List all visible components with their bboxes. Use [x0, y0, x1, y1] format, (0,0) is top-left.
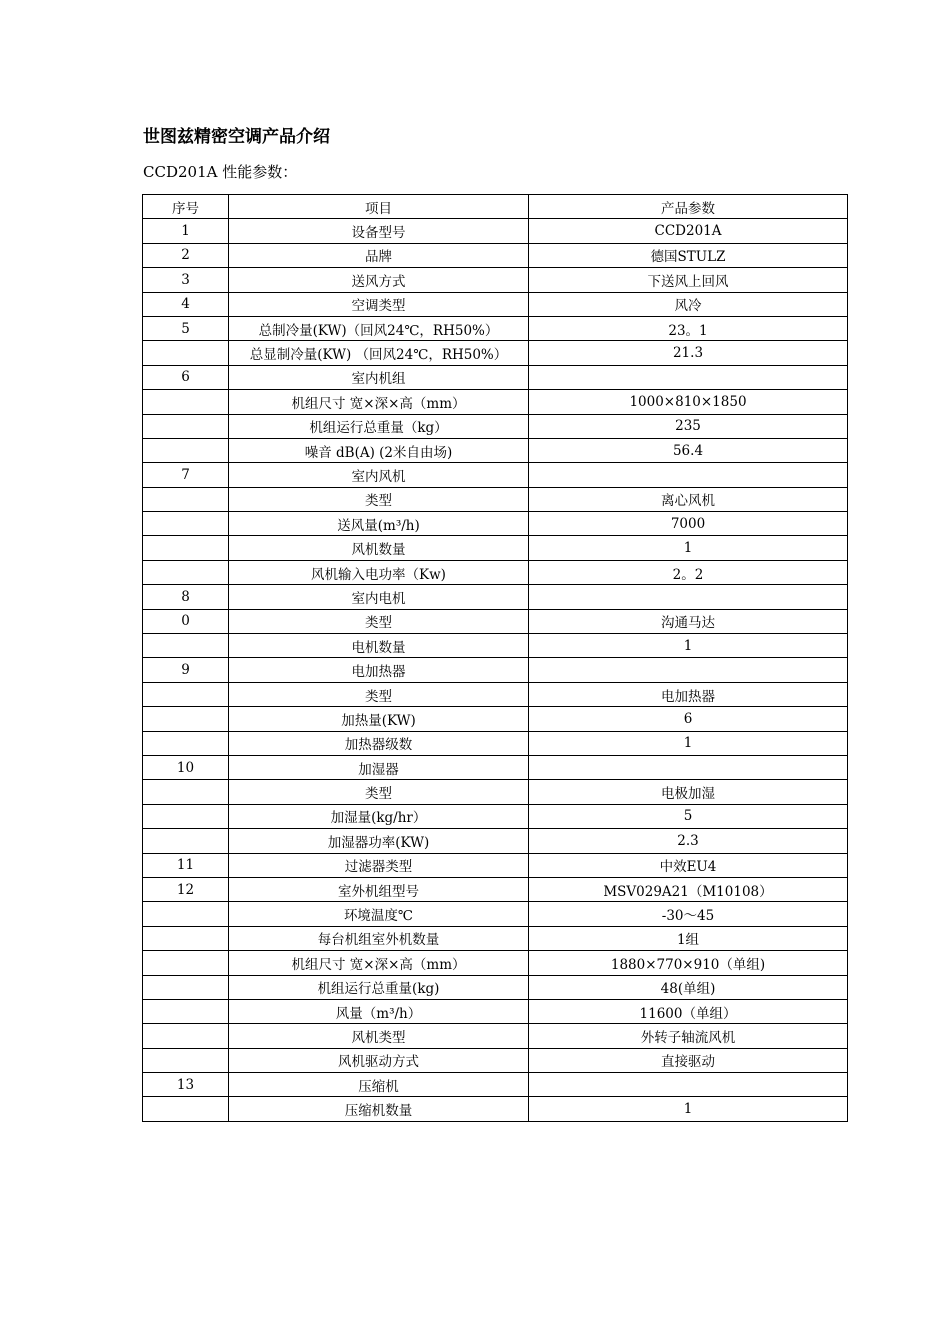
cell-param: 1	[529, 634, 848, 658]
cell-no	[143, 414, 229, 438]
document-title: 世图兹精密空调产品介绍	[143, 127, 330, 147]
cell-no	[143, 560, 229, 584]
cell-no: 6	[143, 365, 229, 389]
cell-no: 4	[143, 292, 229, 316]
cell-item: 电加热器	[229, 658, 529, 682]
cell-param: 电加热器	[529, 682, 848, 706]
cell-param: 1	[529, 536, 848, 560]
table-row	[143, 1048, 848, 1072]
cell-item: 机组尺寸 宽×深×高（mm）	[229, 390, 529, 414]
cell-param	[529, 755, 848, 779]
cell-param: 56.4	[529, 438, 848, 462]
cell-no	[143, 707, 229, 731]
cell-param: 7000	[529, 512, 848, 536]
cell-param	[529, 463, 848, 487]
cell-item: 风机驱动方式	[229, 1048, 529, 1072]
cell-param: 48(单组)	[529, 975, 848, 999]
table-row	[143, 877, 848, 901]
cell-param: 下送风上回风	[529, 268, 848, 292]
cell-no: 5	[143, 316, 229, 340]
cell-item: 每台机组室外机数量	[229, 926, 529, 950]
cell-no	[143, 731, 229, 755]
table-row	[143, 755, 848, 779]
table-row	[143, 1097, 848, 1121]
cell-item: 机组尺寸 宽×深×高（mm）	[229, 951, 529, 975]
cell-param	[529, 1073, 848, 1097]
table-row	[143, 951, 848, 975]
cell-param: 2。2	[529, 560, 848, 584]
cell-no	[143, 536, 229, 560]
table-body	[143, 219, 848, 1121]
cell-param: 1组	[529, 926, 848, 950]
cell-no: 2	[143, 243, 229, 267]
cell-item: 室内风机	[229, 463, 529, 487]
document-subtitle: CCD201A 性能参数：	[143, 163, 298, 181]
cell-param: -30～45	[529, 902, 848, 926]
cell-no	[143, 341, 229, 365]
table-row	[143, 999, 848, 1023]
table-row	[143, 585, 848, 609]
cell-item: 风机输入电功率（Kw)	[229, 560, 529, 584]
cell-param: 1000×810×1850	[529, 390, 848, 414]
table-row	[143, 219, 848, 243]
cell-no: 12	[143, 877, 229, 901]
cell-item: 加热器级数	[229, 731, 529, 755]
cell-item: 空调类型	[229, 292, 529, 316]
table-row	[143, 414, 848, 438]
table-row	[143, 268, 848, 292]
cell-param: 沟通马达	[529, 609, 848, 633]
cell-item: 总制冷量(KW)（回风24℃，RH50%）	[229, 316, 529, 340]
cell-item: 总显制冷量(KW) （回风24℃，RH50%）	[229, 341, 529, 365]
cell-item: 风量（m³/h）	[229, 999, 529, 1023]
cell-no: 0	[143, 609, 229, 633]
table-row	[143, 658, 848, 682]
cell-param: 德国STULZ	[529, 243, 848, 267]
cell-item: 机组运行总重量(kg)	[229, 975, 529, 999]
cell-no	[143, 804, 229, 828]
cell-item: 噪音 dB(A) (2米自由场)	[229, 438, 529, 462]
table-row	[143, 926, 848, 950]
cell-param: 5	[529, 804, 848, 828]
cell-param: 直接驱动	[529, 1048, 848, 1072]
cell-param	[529, 365, 848, 389]
table-row	[143, 1073, 848, 1097]
table-row	[143, 682, 848, 706]
table-row	[143, 487, 848, 511]
table-row	[143, 1024, 848, 1048]
cell-item: 送风方式	[229, 268, 529, 292]
cell-no	[143, 999, 229, 1023]
cell-no	[143, 975, 229, 999]
table-row	[143, 463, 848, 487]
cell-no	[143, 780, 229, 804]
cell-item: 压缩机	[229, 1073, 529, 1097]
table-row	[143, 560, 848, 584]
cell-item: 风机类型	[229, 1024, 529, 1048]
table-header-row	[143, 195, 848, 219]
table-row	[143, 512, 848, 536]
cell-item: 环境温度℃	[229, 902, 529, 926]
header-item: 项目	[229, 195, 529, 219]
cell-no: 11	[143, 853, 229, 877]
cell-item: 压缩机数量	[229, 1097, 529, 1121]
cell-param: 风冷	[529, 292, 848, 316]
table-row	[143, 731, 848, 755]
cell-item: 室内机组	[229, 365, 529, 389]
cell-item: 过滤器类型	[229, 853, 529, 877]
cell-param: 中效EU4	[529, 853, 848, 877]
cell-no	[143, 951, 229, 975]
cell-no: 10	[143, 755, 229, 779]
cell-param: 1880×770×910（单组)	[529, 951, 848, 975]
table-row	[143, 804, 848, 828]
cell-item: 室内电机	[229, 585, 529, 609]
table-row	[143, 316, 848, 340]
cell-no	[143, 390, 229, 414]
table-row	[143, 975, 848, 999]
cell-item: 类型	[229, 609, 529, 633]
cell-no: 8	[143, 585, 229, 609]
cell-item: 加湿量(kg/hr）	[229, 804, 529, 828]
cell-no	[143, 634, 229, 658]
cell-no: 1	[143, 219, 229, 243]
cell-param: 235	[529, 414, 848, 438]
table-row	[143, 292, 848, 316]
table-row	[143, 707, 848, 731]
cell-no	[143, 1048, 229, 1072]
cell-param: 6	[529, 707, 848, 731]
table-row	[143, 243, 848, 267]
cell-no	[143, 829, 229, 853]
table-row	[143, 341, 848, 365]
cell-no: 7	[143, 463, 229, 487]
table-row	[143, 634, 848, 658]
cell-no: 3	[143, 268, 229, 292]
cell-item: 加热量(KW)	[229, 707, 529, 731]
cell-no	[143, 682, 229, 706]
cell-no	[143, 926, 229, 950]
table-row	[143, 902, 848, 926]
cell-param: 离心风机	[529, 487, 848, 511]
table-row	[143, 829, 848, 853]
header-param: 产品参数	[529, 195, 848, 219]
cell-no	[143, 438, 229, 462]
cell-no	[143, 487, 229, 511]
cell-item: 送风量(m³/h)	[229, 512, 529, 536]
cell-param	[529, 585, 848, 609]
table-row	[143, 609, 848, 633]
cell-param: 23。1	[529, 316, 848, 340]
cell-no	[143, 902, 229, 926]
cell-param: 外转子轴流风机	[529, 1024, 848, 1048]
table-row	[143, 390, 848, 414]
cell-no	[143, 512, 229, 536]
header-no: 序号	[143, 195, 229, 219]
cell-param: 2.3	[529, 829, 848, 853]
cell-item: 风机数量	[229, 536, 529, 560]
cell-no	[143, 1097, 229, 1121]
cell-param: MSV029A21（M10108）	[529, 877, 848, 901]
cell-item: 品牌	[229, 243, 529, 267]
cell-no	[143, 1024, 229, 1048]
cell-item: 设备型号	[229, 219, 529, 243]
cell-param: 1	[529, 731, 848, 755]
cell-item: 加湿器功率(KW)	[229, 829, 529, 853]
cell-item: 室外机组型号	[229, 877, 529, 901]
cell-item: 类型	[229, 682, 529, 706]
cell-param: 21.3	[529, 341, 848, 365]
cell-param	[529, 658, 848, 682]
cell-no: 13	[143, 1073, 229, 1097]
spec-table	[142, 194, 848, 1122]
table-row	[143, 438, 848, 462]
table-row	[143, 780, 848, 804]
cell-item: 加湿器	[229, 755, 529, 779]
table-row	[143, 365, 848, 389]
cell-param: CCD201A	[529, 219, 848, 243]
cell-item: 电机数量	[229, 634, 529, 658]
cell-param: 1	[529, 1097, 848, 1121]
cell-item: 类型	[229, 487, 529, 511]
cell-no: 9	[143, 658, 229, 682]
table-row	[143, 853, 848, 877]
cell-item: 类型	[229, 780, 529, 804]
cell-item: 机组运行总重量（kg）	[229, 414, 529, 438]
cell-param: 11600（单组）	[529, 999, 848, 1023]
cell-param: 电极加湿	[529, 780, 848, 804]
table-row	[143, 536, 848, 560]
